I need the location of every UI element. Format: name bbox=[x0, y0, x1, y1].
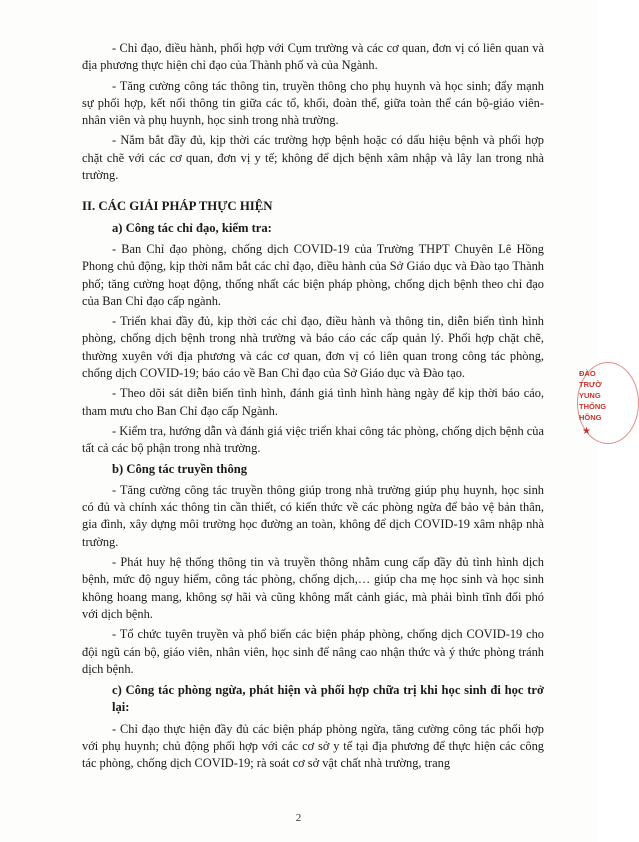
paragraph: - Chỉ đạo, điều hành, phối hợp với Cụm trường và các cơ quan, đơn vị có liên quan và địa phương thực hiện chỉ đạo của Thành phố và của Ngành. bbox=[82, 41, 544, 73]
seal-text: TRƯỜ bbox=[579, 380, 602, 389]
paragraph: - Tăng cường công tác thông tin, truyền thông cho phụ huynh và học sinh; đẩy mạnh sự phối hợp, kết nối thông tin giữa các tổ, khối, đoàn thể, giữa toàn thể cán bộ-giáo viên-nhân viên và phụ huynh, học sinh trong nhà trường. bbox=[82, 78, 544, 128]
seal-text: ĐÀO bbox=[579, 369, 596, 378]
paragraph: - Theo dõi sát diễn biến tình hình, đánh giá tình hình hàng ngày để kịp thời báo cáo, tham mưu cho Ban Chỉ đạo cấp Ngành. bbox=[82, 386, 544, 418]
seal-star-icon: ★ bbox=[582, 426, 591, 437]
subsection-heading-b: b) Công tác truyền thông bbox=[112, 461, 248, 476]
paragraph: - Ban Chỉ đạo phòng, chống dịch COVID-19 của Trường THPT Chuyên Lê Hồng Phong chủ động, kịp thời nắm bắt các chỉ đạo, điều hành của Sở Giáo dục và Đào tạo Thành phố; tăng cường hoạt động, thống nhất các biện pháp phòng, chống dịch bệnh theo chỉ đạo của Ban Chỉ đạo cấp ngành. bbox=[82, 241, 544, 308]
red-seal-stamp bbox=[573, 368, 617, 438]
paragraph: - Chỉ đạo thực hiện đầy đủ các biện pháp phòng ngừa, tăng cường công tác phối hợp với phụ huynh; chủ động phối hợp với các cơ sở y tế tại địa phương để thực hiện các công tác phòng, chống dịch COVID-19; rà soát cơ sở vật chất nhà trường, trang bbox=[82, 721, 544, 771]
page-number: 2 bbox=[295, 812, 302, 824]
paragraph: - Tăng cường công tác truyền thông giúp trong nhà trường giúp phụ huynh, học sinh có đủ và chính xác thông tin cần thiết, có kiến thức về các phòng ngừa để bảo vệ bản thân, gia đình, xây dựng môi trường học đường an toàn, không để dịch COVID-19 xâm nhập nhà trường. bbox=[82, 482, 544, 549]
document-body bbox=[82, 40, 544, 776]
subsection-heading-c: c) Công tác phòng ngừa, phát hiện và phối hợp chữa trị khi học sinh đi học trở lại: bbox=[112, 683, 544, 715]
paragraph: - Phát huy hệ thống thông tin và truyền thông nhằm cung cấp đầy đủ tình hình dịch bệnh, mức độ nguy hiểm, công tác phòng, chống dịch,… giúp cha mẹ học sinh và học sinh không hoang mang, không sợ hãi và cũng không mất cảnh giác, mà phải bình tĩnh đối phó với dịch bệnh. bbox=[82, 555, 544, 621]
paragraph: - Tổ chức tuyên truyền và phổ biến các biện pháp phòng, chống dịch COVID-19 cho đội ngũ cán bộ, giáo viên, nhân viên, học sinh để nâng cao nhận thức và ý thức phòng tránh dịch bệnh. bbox=[82, 627, 544, 676]
seal-text: YUNG bbox=[579, 391, 601, 400]
paragraph: - Nắm bắt đầy đủ, kịp thời các trường hợp bệnh hoặc có dấu hiệu bệnh và phối hợp chặt chẽ với các cơ quan, đơn vị y tế; không để dịch bệnh xâm nhập và lây lan trong nhà trường. bbox=[82, 133, 544, 183]
paragraph: - Triển khai đầy đủ, kịp thời các chỉ đạo, điều hành và thông tin, diễn biến tình hình phòng, chống dịch bệnh trong nhà trường và báo cáo các cấp quản lý. Phối hợp chặt chẽ, thường xuyên với địa phương và các cơ quan, đơn vị có liên quan trong công tác phòng, chống dịch COVID-19; báo cáo về Ban Chỉ đạo của Sở Giáo dục và Đào tạo. bbox=[82, 314, 544, 381]
section-heading: II. CÁC GIẢI PHÁP THỰC HIỆN bbox=[82, 199, 273, 214]
seal-text: HỒNG bbox=[579, 413, 602, 422]
paragraph: - Kiểm tra, hướng dẫn và đánh giá việc triển khai công tác phòng, chống dịch bệnh của tất cả các bộ phận trong nhà trường. bbox=[82, 423, 544, 456]
seal-text: THỐNG bbox=[579, 402, 607, 411]
subsection-heading-a: a) Công tác chỉ đạo, kiểm tra: bbox=[112, 220, 272, 235]
